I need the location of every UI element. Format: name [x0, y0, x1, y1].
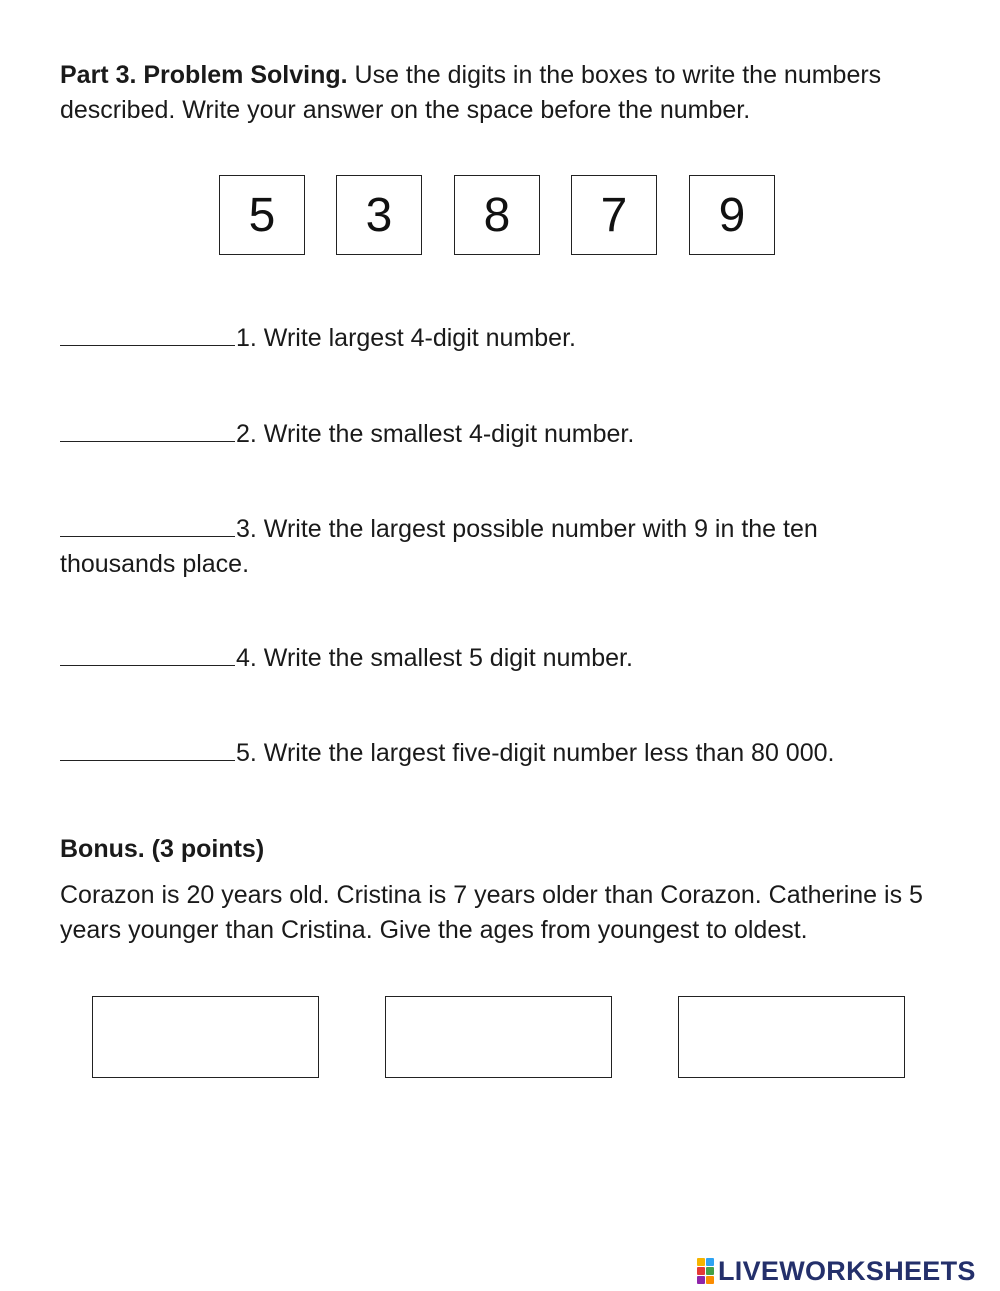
logo-block — [697, 1267, 705, 1275]
logo-block — [706, 1276, 714, 1284]
intro-paragraph — [60, 58, 920, 128]
logo-block — [706, 1258, 714, 1266]
question-5-text: 5. Write the largest five-digit number less than 80 000. — [236, 739, 835, 767]
bonus-title: Bonus. (3 points) — [60, 835, 265, 863]
answer-blank-1[interactable] — [60, 322, 235, 346]
logo-block — [706, 1267, 714, 1275]
digit-box: 5 — [219, 175, 305, 255]
answer-blank-4[interactable] — [60, 642, 235, 666]
answer-blank-2[interactable] — [60, 418, 235, 442]
question-1 — [60, 321, 940, 356]
question-2-text: 2. Write the smallest 4-digit number. — [236, 420, 635, 448]
digit-box: 8 — [454, 175, 540, 255]
part-heading: Part 3. Problem Solving. — [60, 61, 348, 89]
answer-blank-5[interactable] — [60, 737, 235, 761]
bonus-text: Corazon is 20 years old. Cristina is 7 years older than Corazon. Catherine is 5 years younger than Cristina. Give the ages from youngest to oldest. — [60, 881, 923, 944]
question-4 — [60, 641, 940, 676]
question-5 — [60, 736, 940, 771]
intro-text: Use the digits in the boxes to write the numbers described. Write your answer on the space before the number. — [60, 61, 882, 124]
question-3 — [60, 512, 940, 582]
question-2 — [60, 417, 940, 452]
digit-box: 9 — [689, 175, 775, 255]
bonus-answer-box-3[interactable] — [678, 996, 905, 1078]
answer-blank-3[interactable] — [60, 513, 235, 537]
digit-box: 3 — [336, 175, 422, 255]
question-1-text: 1. Write largest 4-digit number. — [236, 324, 576, 352]
question-3-text: 3. Write the largest possible number with 9 in the ten thousands place. — [60, 515, 818, 578]
brand-name: LIVEWORKSHEETS — [718, 1255, 976, 1286]
logo-blocks-icon — [697, 1258, 714, 1284]
bonus-answer-box-2[interactable] — [385, 996, 612, 1078]
logo-block — [697, 1258, 705, 1266]
liveworksheets-logo — [697, 1256, 976, 1286]
bonus-answer-box-1[interactable] — [92, 996, 319, 1078]
question-4-text: 4. Write the smallest 5 digit number. — [236, 644, 633, 672]
digit-box: 7 — [571, 175, 657, 255]
logo-block — [697, 1276, 705, 1284]
